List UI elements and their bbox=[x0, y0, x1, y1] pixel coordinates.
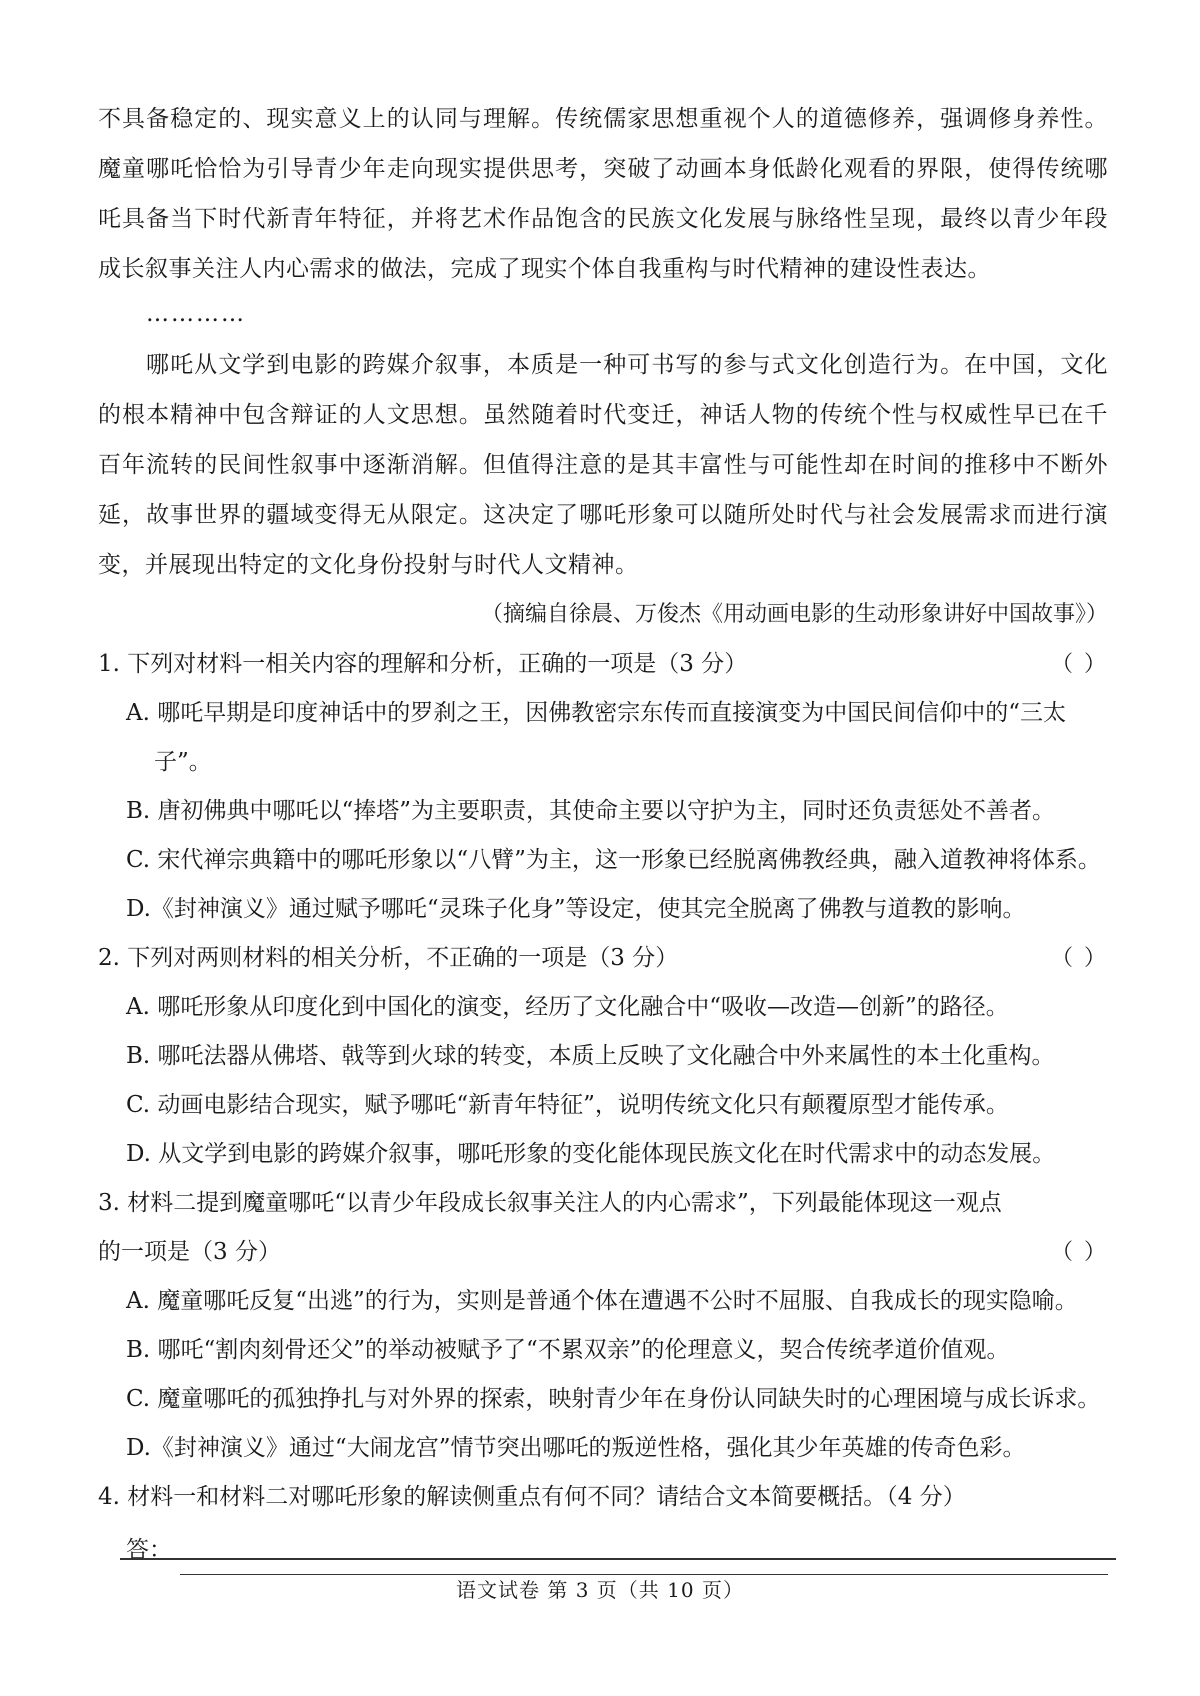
passage-ellipsis: ………… bbox=[146, 301, 246, 327]
question-stem bbox=[98, 1179, 1108, 1277]
answer-label: 答： bbox=[126, 1537, 172, 1563]
answer-bracket: （ ） bbox=[1051, 1240, 1108, 1265]
option-d: D.《封神演义》通过赋予哪吒“灵珠子化身”等设定，使其完全脱离了佛教与道教的影响。 bbox=[126, 896, 1026, 922]
option-d: D.《封神演义》通过“大闹龙宫”情节突出哪吒的叛逆性格，强化其少年英雄的传奇色彩。 bbox=[126, 1435, 1026, 1461]
answer-bracket: （ ） bbox=[1051, 652, 1108, 677]
option-a: A. 魔童哪吒反复“出逃”的行为，实则是普通个体在遭遇不公时不屈服、自我成长的现实隐喻。 bbox=[126, 1288, 1078, 1314]
question-3 bbox=[98, 1179, 1108, 1473]
option-c: C. 宋代禅宗典籍中的哪吒形象以“八臂”为主，这一形象已经脱离佛教经典，融入道教神将体系。 bbox=[126, 847, 1101, 873]
passage-source: （摘编自徐晨、万俊杰《用动画电影的生动形象讲好中国故事》） bbox=[480, 602, 1108, 627]
option-a: A. 哪吒早期是印度神话中的罗刹之王，因佛教密宗东传而直接演变为中国民间信仰中的“三太子”。 bbox=[126, 700, 1066, 775]
footer-divider bbox=[120, 1558, 1116, 1560]
passage-paragraph-1: 不具备稳定的、现实意义上的认同与理解。传统儒家思想重视个人的道德修养，强调修身养性。魔童哪吒恰恰为引导青少年走向现实提供思考，突破了动画本身低龄化观看的界限，使得传统哪吒具备当下时代新青年特征，并将艺术作品饱含的民族文化发展与脉络性呈现，最终以青少年段成长叙事关注人内心需求的做法，完成了现实个体自我重构与时代精神的建设性表达。 bbox=[98, 106, 1108, 282]
answer-area bbox=[126, 1526, 1108, 1575]
question-2 bbox=[98, 934, 1108, 1179]
option-c: C. 魔童哪吒的孤独挣扎与对外界的探索，映射青少年在身份认同缺失时的心理困境与成长诉求。 bbox=[126, 1386, 1101, 1412]
option-b: B. 哪吒法器从佛塔、戟等到火球的转变，本质上反映了文化融合中外来属性的本土化重构。 bbox=[126, 1043, 1055, 1069]
option-b: B. 哪吒“割肉刻骨还父”的举动被赋予了“不累双亲”的伦理意义，契合传统孝道价值观。 bbox=[126, 1337, 1010, 1363]
question-stem-text: 4. 材料一和材料二对哪吒形象的解读侧重点有何不同？请结合文本简要概括。（4 分） bbox=[98, 1484, 966, 1510]
question-1 bbox=[98, 640, 1108, 934]
question-stem-text: 1. 下列对材料一相关内容的理解和分析，正确的一项是（3 分） bbox=[98, 651, 748, 677]
page-content bbox=[98, 94, 1108, 1575]
answer-bracket: （ ） bbox=[1051, 946, 1108, 971]
option-a: A. 哪吒形象从印度化到中国化的演变，经历了文化融合中“吸收—改造—创新”的路径。 bbox=[126, 994, 1009, 1020]
option-c: C. 动画电影结合现实，赋予哪吒“新青年特征”，说明传统文化只有颠覆原型才能传承。 bbox=[126, 1092, 1009, 1118]
page-footer: 语文试卷 第 3 页（共 10 页） bbox=[456, 1578, 744, 1602]
question-stem bbox=[98, 1473, 1108, 1522]
question-stem bbox=[98, 934, 1108, 983]
option-b: B. 唐初佛典中哪吒以“捧塔”为主要职责，其使命主要以守护为主，同时还负责惩处不善者。 bbox=[126, 798, 1056, 824]
question-stem-text: 2. 下列对两则材料的相关分析，不正确的一项是（3 分） bbox=[98, 945, 679, 971]
question-stem bbox=[98, 640, 1108, 689]
passage-paragraph-2: 哪吒从文学到电影的跨媒介叙事，本质是一种可书写的参与式文化创造行为。在中国，文化的根本精神中包含辩证的人文思想。虽然随着时代变迁，神话人物的传统个性与权威性早已在千百年流转的民间性叙事中逐渐消解。但值得注意的是其丰富性与可能性却在时间的推移中不断外延，故事世界的疆域变得无从限定。这决定了哪吒形象可以随所处时代与社会发展需求而进行演变，并展现出特定的文化身份投射与时代人文精神。 bbox=[98, 352, 1108, 578]
question-stem-text: 3. 材料二提到魔童哪吒“以青少年段成长叙事关注人的内心需求”，下列最能体现这一观点的一项是（3 分） bbox=[98, 1190, 1002, 1265]
option-d: D. 从文学到电影的跨媒介叙事，哪吒形象的变化能体现民族文化在时代需求中的动态发展。 bbox=[126, 1141, 1056, 1167]
